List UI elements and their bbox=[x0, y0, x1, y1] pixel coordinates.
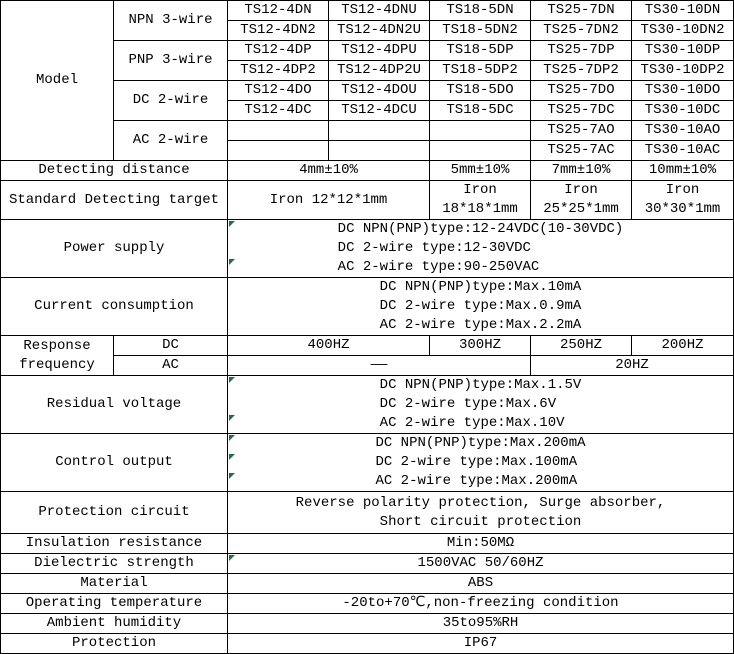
spec-value-cell: 35to95%RH bbox=[228, 614, 734, 634]
model-number-cell: TS12-4DO bbox=[228, 81, 329, 101]
wire-type-cell-pnp: PNP 3-wire bbox=[114, 41, 228, 81]
table-row bbox=[1, 181, 734, 220]
target-line: Iron bbox=[564, 182, 598, 198]
model-number-cell: TS25-7DP bbox=[531, 41, 632, 61]
spec-value-line: DC 2-wire type:Max.100mA bbox=[375, 454, 578, 470]
table-row bbox=[1, 161, 734, 181]
spec-sublabel-cell: AC bbox=[114, 356, 228, 376]
error-indicator-icon bbox=[229, 415, 235, 421]
spec-value-line: AC 2-wire type:90-250VAC bbox=[337, 259, 540, 275]
spec-label-line: Response bbox=[23, 337, 91, 354]
model-number-cell bbox=[329, 121, 430, 141]
spec-label-cell: Detecting distance bbox=[1, 161, 228, 181]
spec-value-cell: 200HZ bbox=[632, 336, 734, 356]
spec-label-cell bbox=[1, 336, 114, 376]
model-number-cell: TS30-10AO bbox=[632, 121, 734, 141]
table-row bbox=[1, 614, 734, 634]
error-indicator-icon bbox=[229, 435, 235, 441]
target-line: 25*25*1mm bbox=[543, 201, 619, 217]
spec-value-line: AC 2-wire type:Max.10V bbox=[379, 415, 565, 431]
spec-value-cell: IP67 bbox=[228, 634, 734, 654]
spec-value-cell bbox=[430, 181, 531, 220]
target-line: 30*30*1mm bbox=[644, 201, 721, 217]
model-number-cell: TS30-10AC bbox=[632, 141, 734, 161]
spec-value-line: DC NPN(PNP)type:12-24VDC(10-30VDC) bbox=[337, 221, 624, 237]
spec-value-line: DC 2-wire type:Max.6V bbox=[379, 396, 557, 412]
spec-value-cell: 10mm±10% bbox=[632, 161, 734, 181]
spec-value-cell bbox=[228, 278, 734, 336]
model-number-cell: TS25-7DP2 bbox=[531, 61, 632, 81]
spec-label-cell: Insulation resistance bbox=[1, 534, 228, 554]
table-row bbox=[1, 574, 734, 594]
spec-sublabel-cell: DC bbox=[114, 336, 228, 356]
model-number-cell bbox=[228, 141, 329, 161]
table-row bbox=[1, 376, 734, 434]
model-number-cell: TS25-7DN bbox=[531, 1, 632, 21]
error-indicator-icon bbox=[229, 377, 235, 383]
spec-value-cell: 250HZ bbox=[531, 336, 632, 356]
spec-value-line: DC 2-wire type:Max.0.9mA bbox=[379, 298, 582, 314]
error-indicator-icon bbox=[229, 221, 235, 227]
model-number-cell: TS18-5DP2 bbox=[430, 61, 531, 81]
wire-type-cell-npn: NPN 3-wire bbox=[114, 1, 228, 41]
model-number-cell: TS12-4DP bbox=[228, 41, 329, 61]
model-number-cell: TS12-4DPU bbox=[329, 41, 430, 61]
error-indicator-icon bbox=[229, 454, 235, 460]
model-number-cell: TS12-4DP2U bbox=[329, 61, 430, 81]
spec-value-cell bbox=[228, 434, 734, 492]
model-number-cell: TS30-10DP2 bbox=[632, 61, 734, 81]
spec-value-line: Reverse polarity protection, Surge absorber, bbox=[295, 494, 666, 511]
table-row bbox=[1, 554, 734, 574]
spec-value-text: 1500VAC 50/60HZ bbox=[417, 555, 544, 571]
model-number-cell: TS12-4DP2 bbox=[228, 61, 329, 81]
spec-value-cell: 4mm±10% bbox=[228, 161, 430, 181]
spec-label-cell: Protection circuit bbox=[1, 492, 228, 534]
model-number-cell: TS30-10DN bbox=[632, 1, 734, 21]
spec-label-cell: Ambient humidity bbox=[1, 614, 228, 634]
model-number-cell: TS30-10DC bbox=[632, 101, 734, 121]
spec-label-cell: Operating temperature bbox=[1, 594, 228, 614]
model-header-cell: Model bbox=[1, 1, 114, 161]
model-number-cell: TS12-4DN2 bbox=[228, 21, 329, 41]
table-row bbox=[1, 1, 734, 21]
spec-value-line: DC NPN(PNP)type:Max.1.5V bbox=[379, 377, 582, 393]
spec-value-cell bbox=[228, 376, 734, 434]
spec-value-line: AC 2-wire type:Max.2.2mA bbox=[379, 317, 582, 333]
table-row bbox=[1, 278, 734, 336]
spec-label-cell: Material bbox=[1, 574, 228, 594]
model-number-cell bbox=[430, 141, 531, 161]
model-number-cell: TS12-4DN2U bbox=[329, 21, 430, 41]
spec-value-line: AC 2-wire type:Max.200mA bbox=[375, 473, 578, 489]
model-number-cell bbox=[329, 141, 430, 161]
spec-value-line: DC 2-wire type:12-30VDC bbox=[337, 240, 531, 256]
model-number-cell: TS18-5DP bbox=[430, 41, 531, 61]
model-number-cell: TS12-4DC bbox=[228, 101, 329, 121]
model-number-cell: TS25-7DC bbox=[531, 101, 632, 121]
spec-label-cell: Dielectric strength bbox=[1, 554, 228, 574]
model-number-cell: TS18-5DN2 bbox=[430, 21, 531, 41]
table-row bbox=[1, 220, 734, 278]
spec-value-cell bbox=[632, 181, 734, 220]
spec-label-cell: Control output bbox=[1, 434, 228, 492]
spec-value-cell: ABS bbox=[228, 574, 734, 594]
model-number-cell: TS25-7DN2 bbox=[531, 21, 632, 41]
spec-value-cell: 400HZ bbox=[228, 336, 430, 356]
spec-label-cell: Current consumption bbox=[1, 278, 228, 336]
model-number-cell: TS18-5DN bbox=[430, 1, 531, 21]
spec-value-cell bbox=[531, 181, 632, 220]
spec-label-cell: Protection bbox=[1, 634, 228, 654]
table-row bbox=[1, 336, 734, 356]
spec-value-cell: 20HZ bbox=[531, 356, 734, 376]
model-number-cell: TS12-4DCU bbox=[329, 101, 430, 121]
model-number-cell bbox=[228, 121, 329, 141]
model-number-cell: TS25-7DO bbox=[531, 81, 632, 101]
error-indicator-icon bbox=[229, 473, 235, 479]
spec-label-cell: Standard Detecting target bbox=[1, 181, 228, 220]
spec-value-cell bbox=[228, 492, 734, 534]
spec-value-line: DC NPN(PNP)type:Max.10mA bbox=[379, 279, 582, 295]
table-row bbox=[1, 534, 734, 554]
target-line: Iron bbox=[463, 182, 497, 198]
spec-value-cell: 5mm±10% bbox=[430, 161, 531, 181]
error-indicator-icon bbox=[229, 555, 235, 561]
model-number-cell: TS18-5DC bbox=[430, 101, 531, 121]
table-row bbox=[1, 434, 734, 492]
spec-value-line: DC NPN(PNP)type:Max.200mA bbox=[375, 435, 586, 451]
model-number-cell: TS18-5DO bbox=[430, 81, 531, 101]
table-row bbox=[1, 634, 734, 654]
spec-value-cell: Min:50MΩ bbox=[228, 534, 734, 554]
spec-label-cell: Residual voltage bbox=[1, 376, 228, 434]
spec-value-cell bbox=[228, 220, 734, 278]
spec-value-cell bbox=[228, 554, 734, 574]
spec-value-cell: Iron 12*12*1mm bbox=[228, 181, 430, 220]
target-line: Iron bbox=[665, 182, 700, 198]
table-row bbox=[1, 492, 734, 534]
spec-value-cell: —— bbox=[228, 356, 531, 376]
model-number-cell bbox=[430, 121, 531, 141]
error-indicator-icon bbox=[229, 259, 235, 265]
wire-type-cell-ac: AC 2-wire bbox=[114, 121, 228, 161]
spec-value-line: Short circuit protection bbox=[379, 513, 582, 530]
target-line: 18*18*1mm bbox=[442, 201, 518, 217]
spec-value-cell: 300HZ bbox=[430, 336, 531, 356]
table-row bbox=[1, 594, 734, 614]
model-number-cell: TS25-7AO bbox=[531, 121, 632, 141]
model-number-cell: TS30-10DP bbox=[632, 41, 734, 61]
model-number-cell: TS12-4DN bbox=[228, 1, 329, 21]
spec-label-cell: Power supply bbox=[1, 220, 228, 278]
model-number-cell: TS30-10DN2 bbox=[632, 21, 734, 41]
model-number-cell: TS12-4DOU bbox=[329, 81, 430, 101]
wire-type-cell-dc: DC 2-wire bbox=[114, 81, 228, 121]
spec-value-cell: -20to+70℃,non-freezing condition bbox=[228, 594, 734, 614]
spec-label-line: frequency bbox=[19, 356, 95, 373]
model-number-cell: TS30-10DO bbox=[632, 81, 734, 101]
model-number-cell: TS12-4DNU bbox=[329, 1, 430, 21]
spec-value-cell: 7mm±10% bbox=[531, 161, 632, 181]
model-number-cell: TS25-7AC bbox=[531, 141, 632, 161]
